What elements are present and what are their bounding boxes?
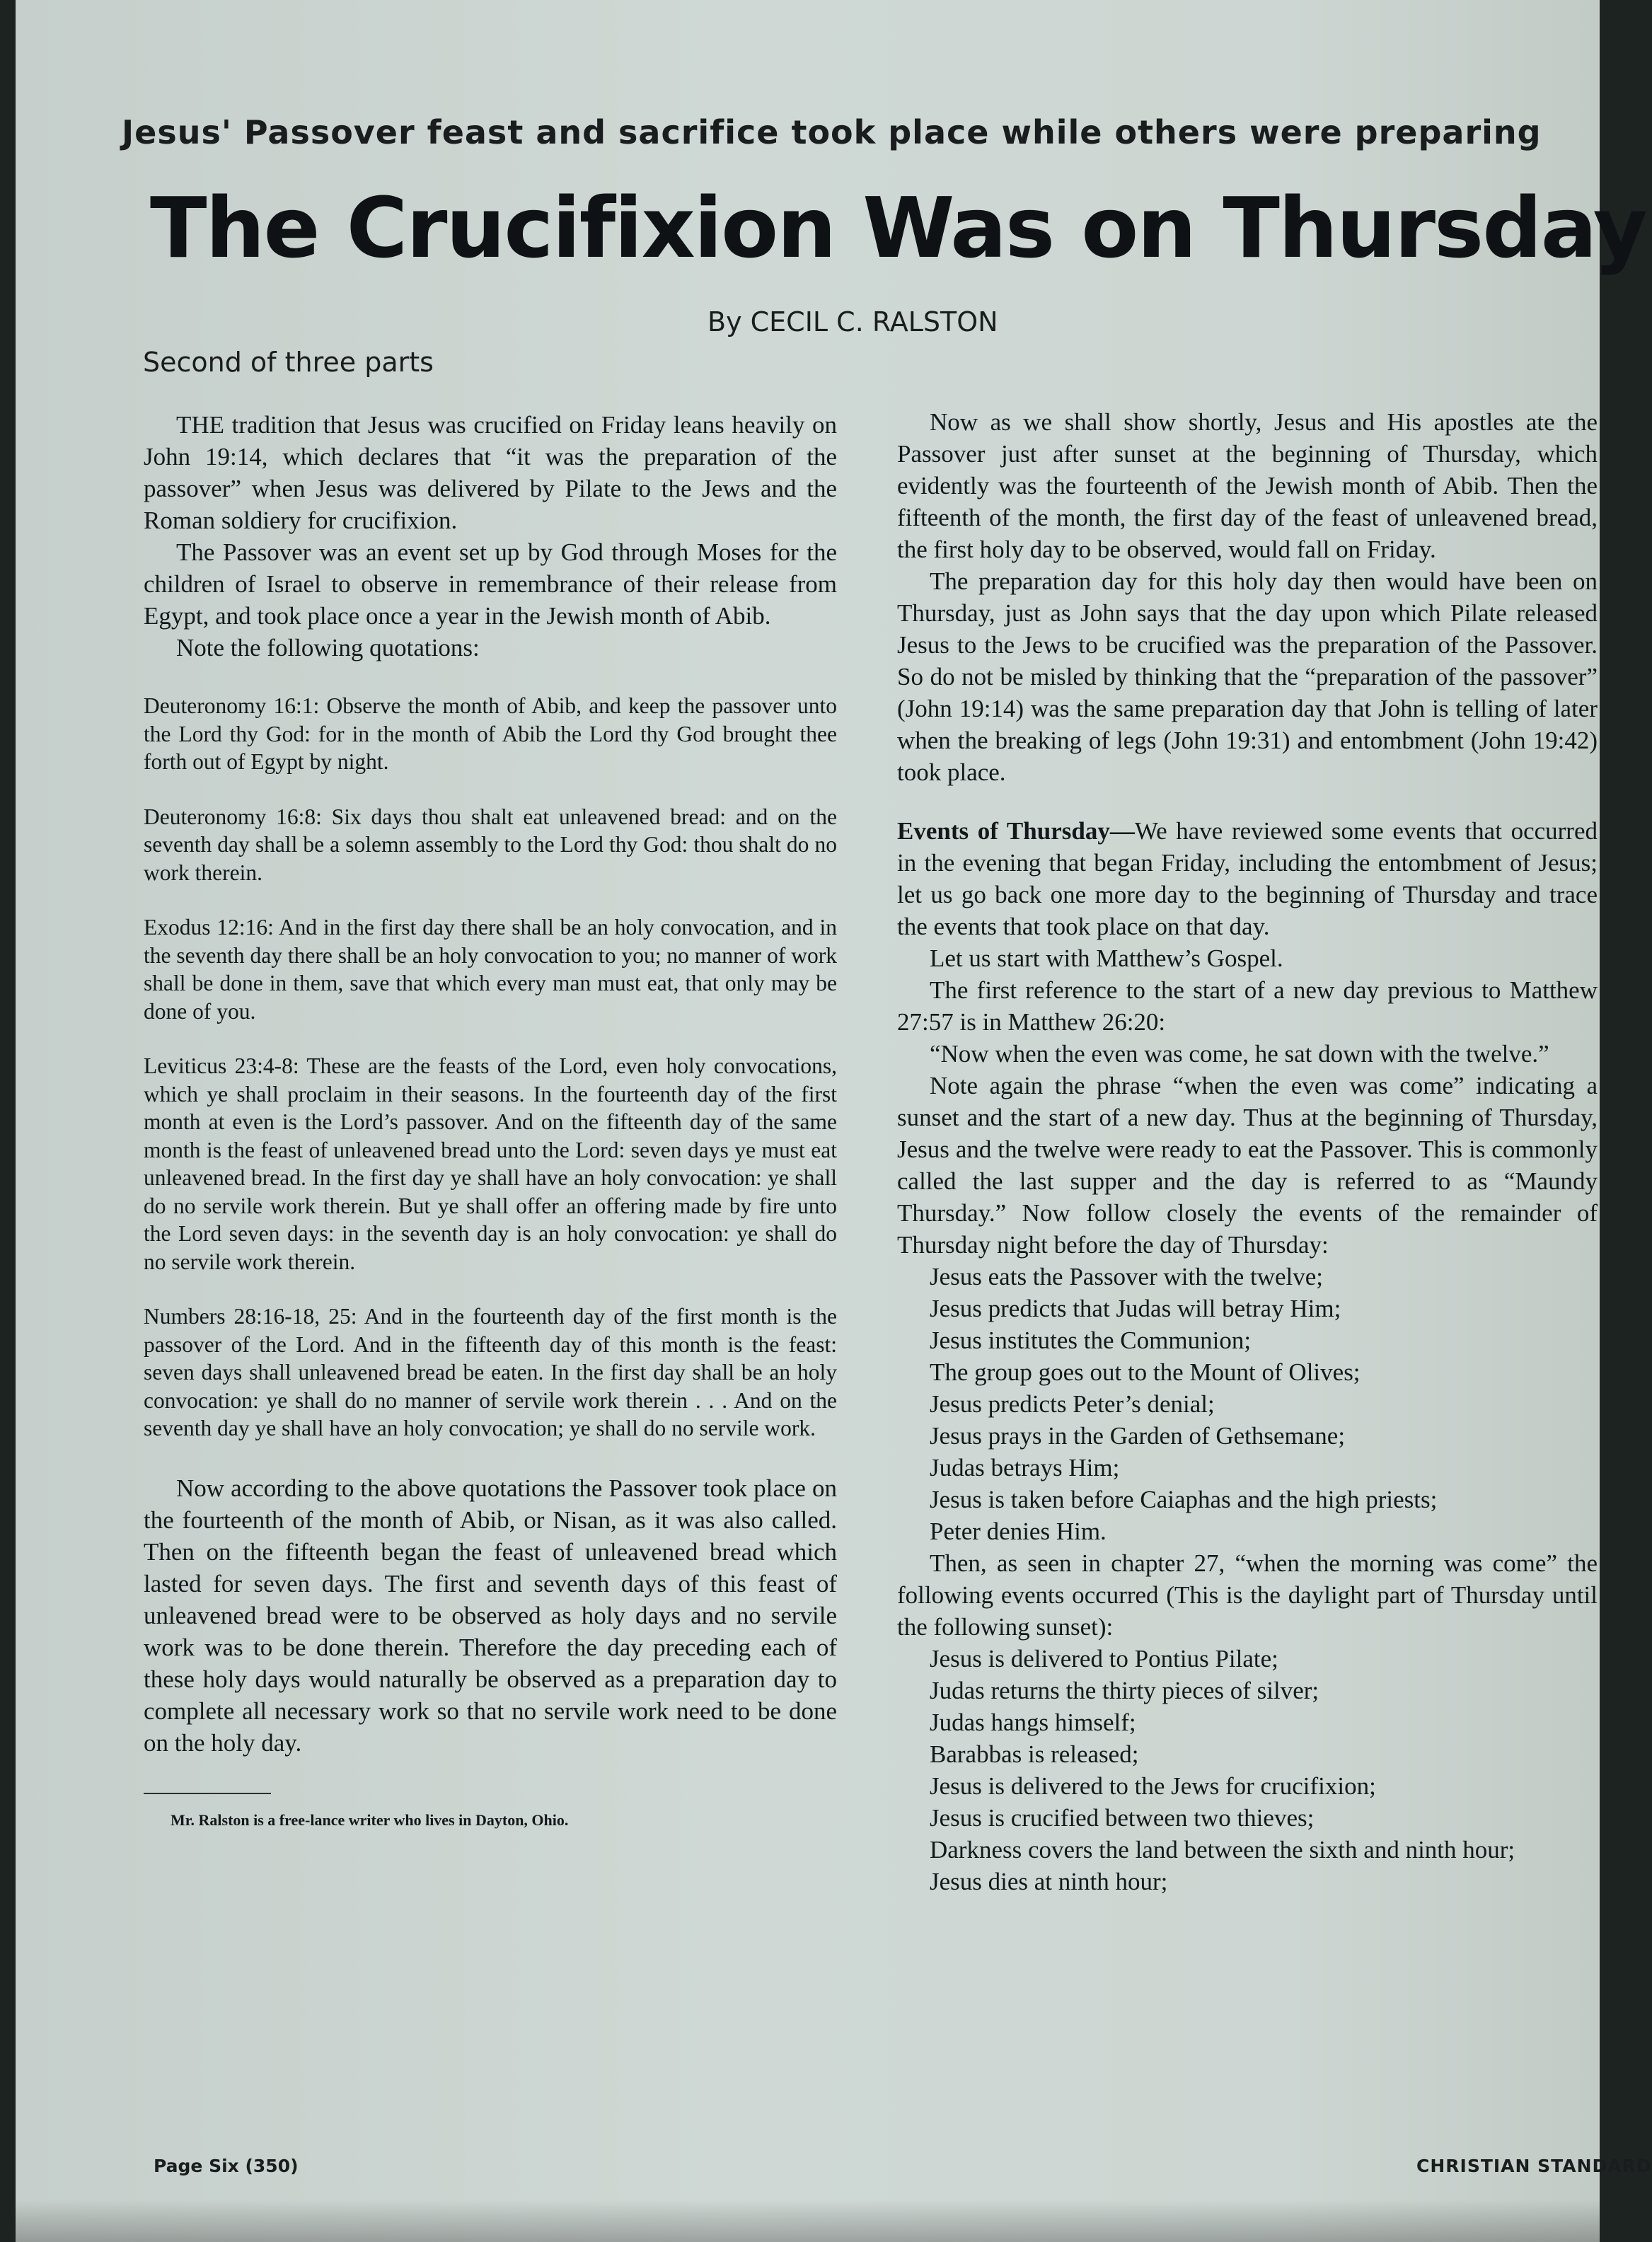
left-column (144, 409, 837, 1831)
body-paragraph: The first reference to the start of a new day previous to Matthew 27:57 is in Matthew 26:20: (897, 976, 1598, 1036)
night-event-item: Jesus institutes the Communion; (930, 1327, 1252, 1354)
day-event-item: Jesus dies at ninth hour; (930, 1868, 1168, 1895)
night-event-item: Jesus eats the Passover with the twelve; (930, 1263, 1324, 1290)
day-event-item: Judas returns the thirty pieces of silver; (930, 1677, 1319, 1704)
magazine-page (16, 0, 1652, 2242)
intro-paragraph: The Passover was an event set up by God through Moses for the children of Israel to observe in remembrance of their release from Egypt, and took place once a year in the Jewish month of Abib. (144, 538, 837, 630)
page-folio: Page Six (350) (154, 2156, 299, 2176)
intro-paragraph: Note the following quotations: (176, 634, 480, 661)
footnote-divider (144, 1793, 271, 1794)
night-event-item: Jesus prays in the Garden of Gethsemane; (930, 1422, 1346, 1450)
byline: By CECIL C. RALSTON (707, 306, 998, 337)
intro-paragraph: THE tradition that Jesus was crucified on Friday leans heavily on John 19:14, which declares that “it was the preparation of the passover” when Jesus was delivered by Pilate to the Jews and the Roman soldiery for crucifixion. (144, 411, 837, 534)
events-section (897, 815, 1598, 942)
day-event-item: Jesus is delivered to the Jews for crucifixion; (930, 1772, 1376, 1800)
body-paragraph: Note again the phrase “when the even was come” indicating a sunset and the start of a new day. Thus at the beginning of Thursday, Jesus and the twelve were ready to eat the Passover. This is commonly called the last supper and the day is referred to as “Maundy Thursday.” Now follow closely the events of the remainder of Thursday night before the day of Thursday: (897, 1072, 1598, 1259)
day-event-item: Jesus is crucified between two thieves; (930, 1804, 1315, 1832)
scripture-quotation: Exodus 12:16: And in the first day there shall be an holy convocation, and in the seventh day there shall be an holy convocation to you; no manner of work shall be done in them, save that which every man must eat, that only may be done of you. (144, 915, 837, 1024)
night-event-item: Jesus predicts that Judas will betray Him; (930, 1295, 1341, 1322)
page-shadow (16, 2200, 1600, 2242)
day-event-item: Judas hangs himself; (930, 1709, 1136, 1736)
night-event-item: Jesus predicts Peter’s denial; (930, 1390, 1215, 1418)
author-footnote: Mr. Ralston is a free-lance writer who lives in Dayton, Ohio. (171, 1810, 569, 1829)
night-event-item: Judas betrays Him; (930, 1454, 1120, 1481)
right-column (897, 406, 1598, 1897)
night-event-item: Jesus is taken before Caiaphas and the high priests; (930, 1486, 1438, 1513)
magazine-name: CHRISTIAN STANDARD (1416, 2156, 1652, 2176)
scripture-quotation: Leviticus 23:4-8: These are the feasts of the Lord, even holy convocations, which ye shall proclaim in their seasons. In the fourteenth day of the first month at even is the Lord’s passover. And on the fifteenth day of the same month is the feast of unleavened bread unto the Lord: seven days ye must eat unleavened bread. In the first day ye shall have an holy convocation: ye shall do no servile work therein. But ye shall offer an offering made by fire unto the Lord seven days: in the seventh day is an holy convocation: ye shall do no servile work therein. (144, 1053, 837, 1274)
section-paragraph: We have reviewed some events that occurred in the evening that began Friday, including the entombment of Jesus; let us go back one more day to the beginning of Thursday and trace the events that took place on that day. (897, 817, 1598, 940)
body-paragraph: Now as we shall show shortly, Jesus and His apostles ate the Passover just after sunset at the beginning of Thursday, which evidently was the fourteenth of the Jewish month of Abib. Then the fifteenth of the month, the first day of the feast of unleavened bread, the first holy day to be observed, would fall on Friday. (897, 408, 1598, 563)
day-event-item: Jesus is delivered to Pontius Pilate; (930, 1645, 1278, 1672)
body-paragraph: The preparation day for this holy day then would have been on Thursday, just as John says that the day upon which Pilate released Jesus to the Jews to be crucified was the preparation of the Passover. So do not be misled by thinking that the “preparation of the passover” (John 19:14) was the same preparation day that John is telling of later when the breaking of legs (John 19:31) and entombment (John 19:42) took place. (897, 567, 1598, 786)
body-paragraph: Then, as seen in chapter 27, “when the morning was come” the following events occurred (This is the daylight part of Thursday until the following sunset): (897, 1549, 1598, 1641)
article-kicker: Jesus' Passover feast and sacrifice took place while others were preparing (122, 113, 1542, 151)
conclusion-paragraph: Now according to the above quotations the Passover took place on the fourteenth of the month of Abib, or Nisan, as it was also called. Then on the fifteenth began the feast of unleavened bread which lasted for seven days. The first and seventh days of this feast of unleavened bread were to be observed as holy days and no servile work was to be done therein. Therefore the day preceding each of these holy days would naturally be observed as a preparation day to complete all necessary work so that no servile work need to be done on the holy day. (144, 1474, 837, 1757)
body-paragraph: Let us start with Matthew’s Gospel. (930, 944, 1283, 972)
night-event-item: Peter denies Him. (930, 1518, 1107, 1545)
day-event-item: Barabbas is released; (930, 1740, 1139, 1768)
scripture-quote-paragraph: “Now when the even was come, he sat down with the twelve.” (930, 1040, 1549, 1068)
day-event-item: Darkness covers the land between the sixth and ninth hour; (930, 1836, 1515, 1863)
scripture-quotation: Numbers 28:16-18, 25: And in the fourteenth day of the first month is the passover of the Lord. And in the fifteenth day of this month is the feast: seven days shall unleavened bread be eaten. In the first day shall be an holy convocation: ye shall do no manner of servile work therein . . . And on the seventh day ye shall have an holy convocation; ye shall do no servile work. (144, 1304, 837, 1440)
scripture-quotation: Deuteronomy 16:1: Observe the month of Abib, and keep the passover unto the Lord thy God: for in the month of Abib the Lord thy God brought thee forth out of Egypt by night. (144, 693, 837, 774)
article-title: The Crucifixion Was on Thursday (150, 179, 1646, 277)
scripture-quotation: Deuteronomy 16:8: Six days thou shalt eat unleavened bread: and on the seventh day shall be a solemn assembly to the Lord thy God: thou shalt do no work therein. (144, 804, 837, 885)
night-event-item: The group goes out to the Mount of Olives; (930, 1358, 1361, 1386)
section-heading: Events of Thursday— (897, 817, 1135, 845)
series-label: Second of three parts (143, 347, 434, 378)
